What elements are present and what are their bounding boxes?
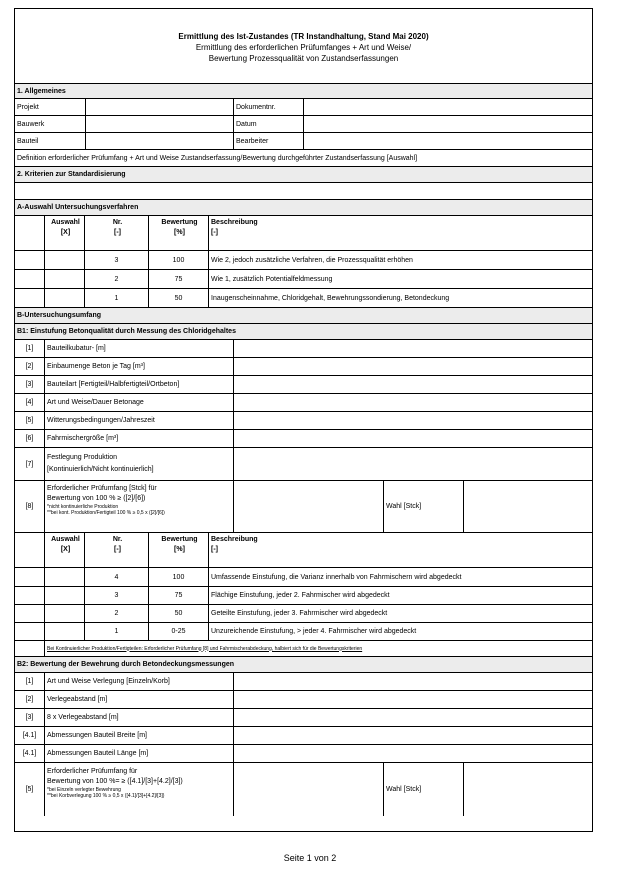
col-bewertung: Bewertung [%] bbox=[148, 216, 208, 250]
field-row-projekt bbox=[15, 99, 592, 116]
auswahl-checkbox[interactable] bbox=[44, 587, 84, 604]
section-b2: B2: Bewertung der Bewehrung durch Betondeckungsmessungen bbox=[15, 657, 592, 673]
b2-item-row: [1] Art und Weise Verlegung [Einzeln/Korb] bbox=[15, 673, 592, 691]
pruefumfang-input[interactable] bbox=[233, 481, 383, 532]
auswahl-checkbox[interactable] bbox=[44, 568, 84, 586]
definition-text: Definition erforderlicher Prüfumfang + Art und Weise Zustandserfassung/Bewertung durchgeführter Zustandserfassung [Auswahl] bbox=[17, 154, 418, 162]
field-input-bauteil[interactable] bbox=[85, 133, 233, 149]
table-row: 3 100 Wie 2, jedoch zusätzliche Verfahren, die Prozessqualität erhöhen bbox=[15, 251, 592, 270]
b1-note: Bei Kontinuierlicher Produktion/Fertigteilen: Erforderlicher Prüfumfang [8] und Fahrmischerabdeckung, halbiert sich für die Bewertungskriterien bbox=[47, 645, 363, 652]
b1-input[interactable] bbox=[233, 394, 592, 411]
col-auswahl: Auswahl [X] bbox=[44, 216, 84, 250]
field-row-bauteil bbox=[15, 133, 592, 150]
b1-item-row: [1] Bauteilkubatur- [m] bbox=[15, 340, 592, 358]
a-table-header bbox=[15, 216, 592, 251]
b1-input[interactable] bbox=[233, 376, 592, 393]
wahl-label: Wahl [Stck] bbox=[383, 481, 463, 532]
field-input-datum[interactable] bbox=[303, 116, 592, 132]
col-nr: Nr. [-] bbox=[84, 216, 148, 250]
field-input-projekt[interactable] bbox=[85, 99, 233, 115]
b1-input[interactable] bbox=[233, 340, 592, 357]
b1-table-header: Auswahl [X] Nr. [-] Bewertung [%] Beschreibung [-] bbox=[15, 533, 592, 568]
wahl-input[interactable] bbox=[463, 763, 592, 816]
b1-item-row: [4] Art und Weise/Dauer Betonage bbox=[15, 394, 592, 412]
table-row: 4 100 Umfassende Einstufung, die Varianz innerhalb von Fahrmischern wird abgedeckt bbox=[15, 568, 592, 587]
b1-item-8: [8] Erforderlicher Prüfumfang [Stck] für Bewertung von 100 % ≥ ([2]/[6]) *nicht kontinuierliche Produktion **bei kont. Produktion/Fertigteil 100 % ≥ 0,5 x ([2]/[6]) Wahl [Stck] bbox=[15, 481, 592, 533]
definition-row bbox=[15, 150, 592, 167]
wahl-input[interactable] bbox=[463, 481, 592, 532]
auswahl-checkbox[interactable] bbox=[44, 623, 84, 640]
spacer-row bbox=[15, 183, 592, 200]
field-label-bauwerk: Bauwerk bbox=[17, 120, 45, 128]
b1-item-row: [5] Witterungsbedingungen/Jahreszeit bbox=[15, 412, 592, 430]
section-b-umfang: B-Untersuchungsumfang bbox=[15, 308, 592, 324]
b1-item-row: [6] Fahrmischergröße [m³] bbox=[15, 430, 592, 448]
b2-item-row: [2] Verlegeabstand [m] bbox=[15, 691, 592, 709]
b2-input[interactable] bbox=[233, 673, 592, 690]
field-label-dokumentnr: Dokumentnr. bbox=[233, 99, 303, 115]
pruefumfang-input[interactable] bbox=[233, 763, 383, 816]
auswahl-checkbox[interactable] bbox=[44, 289, 84, 307]
b1-item-row: [2] Einbaumenge Beton je Tag [m³] bbox=[15, 358, 592, 376]
header-subtitle-1: Ermittlung des erforderlichen Prüfumfanges + Art und Weise/ bbox=[195, 43, 412, 52]
page-number: Seite 1 von 2 bbox=[283, 853, 337, 863]
b1-note-row bbox=[15, 641, 592, 657]
field-row-bauwerk bbox=[15, 116, 592, 133]
col-beschreibung: Beschreibung [-] bbox=[208, 216, 592, 250]
field-input-bauwerk[interactable] bbox=[85, 116, 233, 132]
form-frame bbox=[14, 8, 593, 832]
header-subtitle-2: Bewertung Prozessqualität von Zustandserfassungen bbox=[208, 54, 399, 63]
table-row: 3 75 Flächige Einstufung, jeder 2. Fahrmischer wird abgedeckt bbox=[15, 587, 592, 605]
b1-input[interactable] bbox=[233, 430, 592, 447]
b2-item-row: [3] 8 x Verlegeabstand [m] bbox=[15, 709, 592, 727]
b1-input[interactable] bbox=[233, 358, 592, 375]
field-label-bearbeiter: Bearbeiter bbox=[233, 133, 303, 149]
b2-item-5: [5] Erforderlicher Prüfumfang für Bewertung von 100 %= ≥ ([4.1]/[3]+[4.2]/[3]) *bei Einzeln verlegter Bewehrung **bei Korbverlegung 100 % ≥ 0,5 x ([4.1]/[3]+[4.2]/[3]) Wahl [Stck] bbox=[15, 763, 592, 816]
field-label-projekt: Projekt bbox=[17, 103, 39, 111]
field-input-bearbeiter[interactable] bbox=[303, 133, 592, 149]
table-row: 1 0-25 Unzureichende Einstufung, > jeder 4. Fahrmischer wird abgedeckt bbox=[15, 623, 592, 641]
section-kriterien: 2. Kriterien zur Standardisierung bbox=[15, 167, 592, 183]
b2-input[interactable] bbox=[233, 745, 592, 762]
wahl-label: Wahl [Stck] bbox=[383, 763, 463, 816]
b2-input[interactable] bbox=[233, 727, 592, 744]
table-row: 2 75 Wie 1, zusätzlich Potentialfeldmessung bbox=[15, 270, 592, 289]
b1-item-row: [3] Bauteilart [Fertigteil/Halbfertigteil/Ortbeton] bbox=[15, 376, 592, 394]
section-allgemeines: 1. Allgemeines bbox=[15, 84, 592, 99]
b2-input[interactable] bbox=[233, 691, 592, 708]
auswahl-checkbox[interactable] bbox=[44, 605, 84, 622]
b1-item-7: [7] Festlegung Produktion [Kontinuierlich/Nicht kontinuierlich] bbox=[15, 448, 592, 481]
field-label-datum: Datum bbox=[233, 116, 303, 132]
header-title: Ermittlung des Ist-Zustandes (TR Instandhaltung, Stand Mai 2020) bbox=[178, 32, 429, 41]
auswahl-checkbox[interactable] bbox=[44, 251, 84, 269]
field-label-bauteil: Bauteil bbox=[17, 137, 39, 145]
produktion-input[interactable] bbox=[233, 448, 592, 480]
b2-input[interactable] bbox=[233, 709, 592, 726]
section-a-auswahl: A-Auswahl Untersuchungsverfahren bbox=[15, 200, 592, 216]
table-row: 2 50 Geteilte Einstufung, jeder 3. Fahrmischer wird abgedeckt bbox=[15, 605, 592, 623]
auswahl-checkbox[interactable] bbox=[44, 270, 84, 288]
field-input-dokumentnr[interactable] bbox=[303, 99, 592, 115]
table-row: 1 50 Inaugenscheinnahme, Chloridgehalt, Bewehrungssondierung, Betondeckung bbox=[15, 289, 592, 308]
section-b1: B1: Einstufung Betonqualität durch Messung des Chloridgehaltes bbox=[15, 324, 592, 340]
b2-item-row: [4.1] Abmessungen Bauteil Länge [m] bbox=[15, 745, 592, 763]
document-header bbox=[15, 9, 592, 84]
b2-item-row: [4.1] Abmessungen Bauteil Breite [m] bbox=[15, 727, 592, 745]
b1-input[interactable] bbox=[233, 412, 592, 429]
